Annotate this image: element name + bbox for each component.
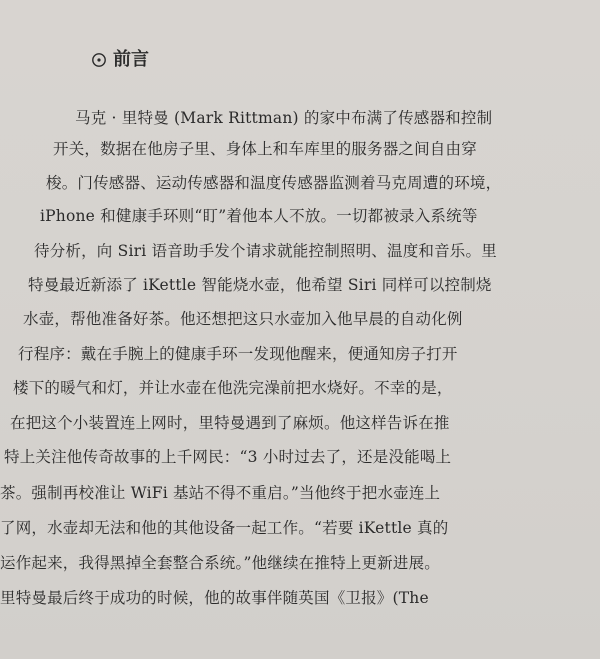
section-heading: [91, 49, 149, 71]
section-title: 前言: [113, 49, 149, 70]
text-line: 了网，水壶却无法和他的其他设备一起工作。“若要 iKettle 真的: [0, 519, 449, 537]
text-line: 马克 · 里特曼 (Mark Rittman) 的家中布满了传感器和控制: [75, 109, 493, 127]
text-line: 茶。强制再校准让 WiFi 基站不得不重启。”当他终于把水壶连上: [0, 484, 441, 502]
text-line: 里特曼最后终于成功的时候，他的故事伴随英国《卫报》(The: [0, 589, 429, 607]
text-line: 梭。门传感器、运动传感器和温度传感器监测着马克周遭的环境，: [46, 174, 502, 192]
text-line: 待分析，向 Siri 语音助手发个请求就能控制照明、温度和音乐。里: [34, 242, 497, 260]
text-line: 特上关注他传奇故事的上千网民：“3 小时过去了，还是没能喝上: [4, 448, 452, 466]
text-line: iPhone 和健康手环则“盯”着他本人不放。一切都被录入系统等: [40, 207, 478, 225]
text-line: 水壶，帮他准备好茶。他还想把这只水壶加入他早晨的自动化例: [23, 310, 463, 328]
text-line: 特曼最近新添了 iKettle 智能烧水壶，他希望 Siri 同样可以控制烧: [28, 276, 492, 294]
text-line: 楼下的暖气和灯，并让水壶在他洗完澡前把水烧好。不幸的是，: [13, 379, 453, 397]
text-line: 开关，数据在他房子里、身体上和车库里的服务器之间自由穿: [53, 140, 477, 158]
text-line: 行程序：戴在手腕上的健康手环一发现他醒来，便通知房子打开: [18, 345, 458, 363]
text-line: 在把这个小装置连上网时，里特曼遇到了麻烦。他这样告诉在推: [10, 414, 450, 432]
text-line: 运作起来，我得黑掉全套整合系统。”他继续在推特上更新进展。: [0, 554, 440, 572]
circle-dot-icon: [91, 52, 107, 68]
